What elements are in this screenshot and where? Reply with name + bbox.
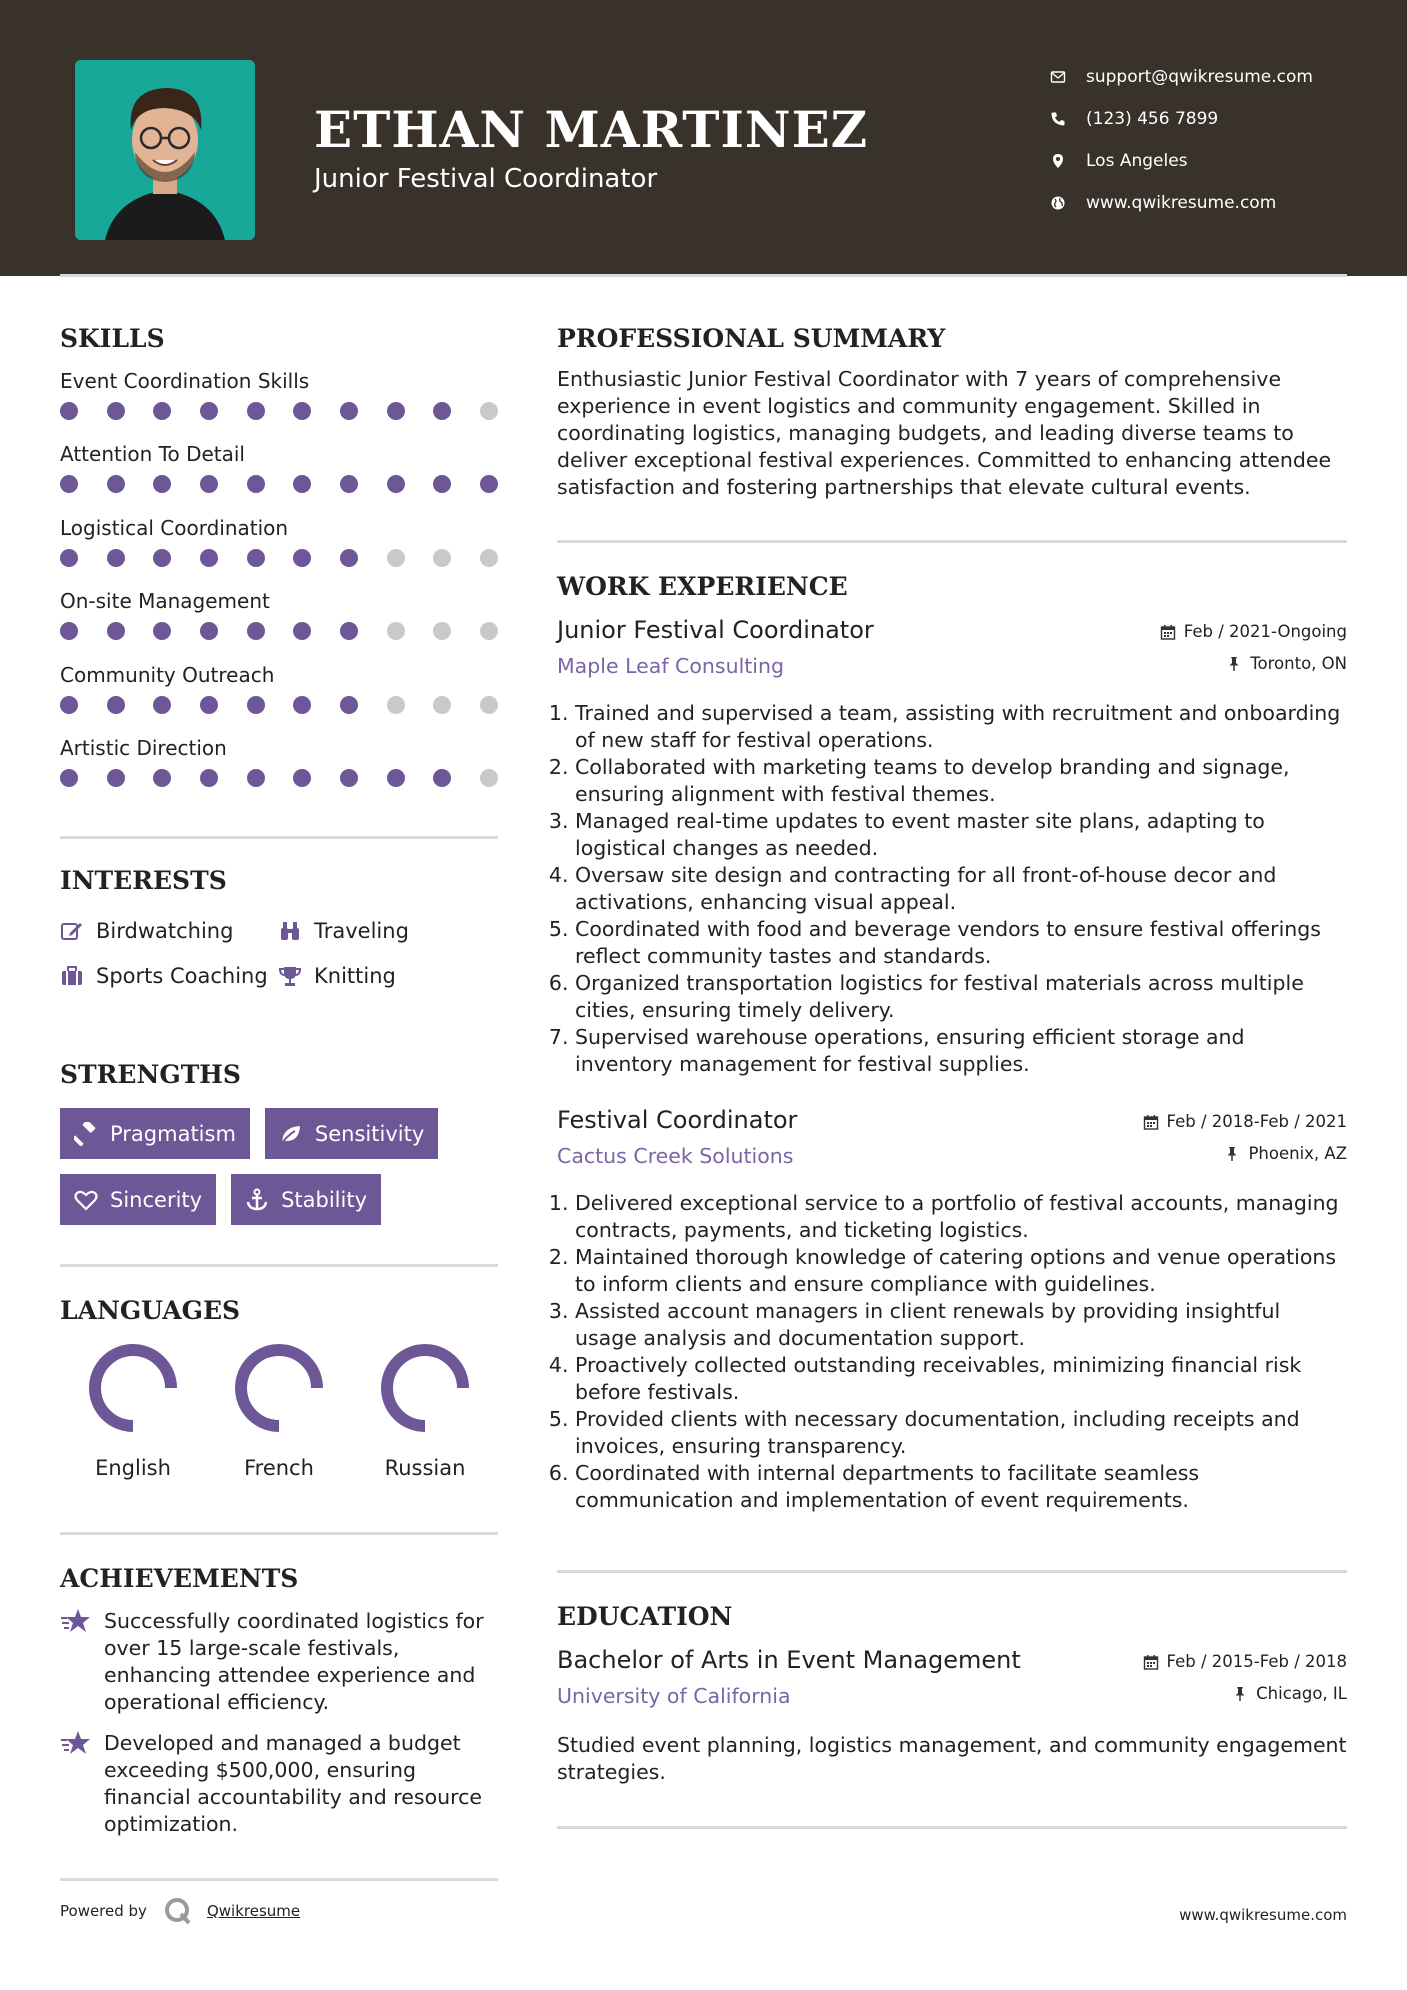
interests-heading: INTERESTS bbox=[60, 866, 227, 895]
pushpin-icon bbox=[1232, 1686, 1248, 1702]
interest-label: Traveling bbox=[314, 918, 409, 943]
qwikresume-logo-icon bbox=[163, 1896, 193, 1926]
achievements-list bbox=[60, 1608, 500, 1852]
rating-dot-filled bbox=[153, 769, 171, 787]
rating-dot-filled bbox=[247, 696, 265, 714]
rating-dot-filled bbox=[480, 475, 498, 493]
rating-dot-empty bbox=[480, 402, 498, 420]
interest-item bbox=[278, 964, 396, 988]
skills-divider bbox=[60, 836, 498, 839]
languages-heading: LANGUAGES bbox=[60, 1296, 241, 1325]
interest-label: Birdwatching bbox=[96, 918, 234, 943]
summary-section bbox=[557, 366, 1347, 501]
strength-label: Sincerity bbox=[110, 1187, 203, 1212]
summary-text: Enthusiastic Junior Festival Coordinator with 7 years of comprehensive experience in event logistics and community engagement. Skilled in coordinating logistics, managing budgets, and leading diverse teams to deliver exceptional festival experiences. Committed to enhancing attendee satisfaction and fostering partnerships that elevate cultural events. bbox=[557, 367, 1332, 499]
skill-name: On-site Management bbox=[60, 589, 270, 614]
achievement-text: Successfully coordinated logistics for over 15 large-scale festivals, enhancing attendee experience and operational efficiency. bbox=[104, 1609, 484, 1714]
interest-item bbox=[60, 964, 278, 988]
skill-name: Community Outreach bbox=[60, 662, 275, 687]
rating-dot-filled bbox=[60, 769, 78, 787]
rating-dot-filled bbox=[340, 402, 358, 420]
rating-dot-empty bbox=[480, 769, 498, 787]
footer-powered-by bbox=[60, 1896, 300, 1926]
job-bullet: 3. Managed real-time updates to event master site plans, adapting to logistical changes as needed. bbox=[575, 808, 1347, 862]
rating-dot-filled bbox=[107, 475, 125, 493]
job-date-text: Feb / 2021-Ongoing bbox=[1183, 622, 1347, 641]
job-bullet: 5. Coordinated with food and beverage vendors to ensure festival offerings reflect community tastes and standards. bbox=[575, 916, 1347, 970]
powered-by-text: Powered by bbox=[60, 1902, 147, 1920]
job-location-text: Toronto, ON bbox=[1250, 654, 1347, 673]
rating-dot-filled bbox=[153, 622, 171, 640]
job-bullet: 1. Trained and supervised a team, assisting with recruitment and onboarding of new staff for festival operations. bbox=[575, 700, 1347, 754]
skill-name: Attention To Detail bbox=[60, 442, 245, 467]
strength-tag bbox=[231, 1174, 381, 1225]
language-ring bbox=[85, 1340, 181, 1436]
rating-dot-filled bbox=[247, 402, 265, 420]
rating-dot-empty bbox=[433, 622, 451, 640]
job-bullet: 1. Delivered exceptional service to a portfolio of festival accounts, managing contracts, payments, and ticketing logistics. bbox=[575, 1190, 1347, 1244]
job-company: Maple Leaf Consulting bbox=[557, 654, 785, 678]
job-title: Junior Festival Coordinator bbox=[557, 616, 874, 644]
rating-dot-empty bbox=[433, 696, 451, 714]
star-icon bbox=[60, 1606, 92, 1638]
rating-dot-filled bbox=[340, 622, 358, 640]
achievements-divider bbox=[60, 1878, 498, 1881]
language-item bbox=[206, 1340, 352, 1480]
rating-dot-filled bbox=[293, 549, 311, 567]
job-entry bbox=[557, 1106, 1347, 1514]
contact-email-text: support@qwikresume.com bbox=[1086, 67, 1313, 87]
skills-list bbox=[60, 366, 500, 806]
profile-photo bbox=[75, 60, 255, 240]
job-date bbox=[1143, 1112, 1347, 1131]
job-date bbox=[1160, 622, 1347, 641]
rating-dot-filled bbox=[200, 769, 218, 787]
pencil-square-icon bbox=[60, 919, 84, 943]
rating-dot-filled bbox=[247, 475, 265, 493]
job-bullet: 2. Maintained thorough knowledge of catering options and venue operations to inform clients and ensure compliance with guidelines. bbox=[575, 1244, 1347, 1298]
job-location bbox=[1224, 1144, 1347, 1163]
skill-rating bbox=[60, 769, 498, 787]
skill-item bbox=[60, 439, 500, 512]
calendar-icon bbox=[1143, 1114, 1159, 1130]
job-date-text: Feb / 2018-Feb / 2021 bbox=[1166, 1112, 1347, 1131]
job-bullet: 6. Organized transportation logistics for festival materials across multiple cities, ensuring timely delivery. bbox=[575, 970, 1347, 1024]
skill-item bbox=[60, 733, 500, 806]
education-divider bbox=[557, 1826, 1347, 1829]
calendar-icon bbox=[1160, 624, 1176, 640]
rating-dot-filled bbox=[247, 549, 265, 567]
achievement-item bbox=[60, 1730, 500, 1838]
rating-dot-filled bbox=[387, 769, 405, 787]
rating-dot-filled bbox=[340, 475, 358, 493]
rating-dot-filled bbox=[293, 696, 311, 714]
job-title: Festival Coordinator bbox=[557, 1106, 798, 1134]
job-location bbox=[1226, 654, 1347, 673]
contact-location bbox=[1050, 140, 1313, 182]
skill-item bbox=[60, 366, 500, 439]
candidate-role: Junior Festival Coordinator bbox=[314, 164, 658, 194]
rating-dot-filled bbox=[433, 475, 451, 493]
skill-name: Event Coordination Skills bbox=[60, 369, 310, 393]
rating-dot-empty bbox=[387, 549, 405, 567]
language-proficiency-arc bbox=[95, 1350, 171, 1426]
job-bullet: 5. Provided clients with necessary documentation, including receipts and invoices, ensuring transparency. bbox=[575, 1406, 1347, 1460]
rating-dot-empty bbox=[387, 622, 405, 640]
job-company: Cactus Creek Solutions bbox=[557, 1144, 794, 1168]
rating-dot-filled bbox=[153, 549, 171, 567]
education-entry bbox=[557, 1646, 1347, 1786]
language-proficiency-arc bbox=[387, 1350, 463, 1426]
rating-dot-filled bbox=[247, 769, 265, 787]
job-bullet: 6. Coordinated with internal departments to facilitate seamless communication and implementation of event requirements. bbox=[575, 1460, 1347, 1514]
job-bullet: 4. Proactively collected outstanding receivables, minimizing financial risk before festivals. bbox=[575, 1352, 1347, 1406]
rating-dot-empty bbox=[480, 696, 498, 714]
gavel-icon bbox=[74, 1122, 98, 1146]
strength-label: Pragmatism bbox=[110, 1121, 236, 1146]
school-name: University of California bbox=[557, 1684, 791, 1708]
rating-dot-filled bbox=[107, 549, 125, 567]
experience-heading: WORK EXPERIENCE bbox=[557, 572, 848, 601]
language-item bbox=[352, 1340, 498, 1480]
rating-dot-filled bbox=[107, 769, 125, 787]
summary-heading: PROFESSIONAL SUMMARY bbox=[557, 324, 946, 353]
job-bullets bbox=[557, 700, 1347, 1078]
rating-dot-filled bbox=[153, 696, 171, 714]
rating-dot-filled bbox=[107, 402, 125, 420]
rating-dot-empty bbox=[387, 696, 405, 714]
rating-dot-filled bbox=[247, 622, 265, 640]
binoculars-icon bbox=[278, 919, 302, 943]
header-divider bbox=[60, 274, 1347, 277]
interest-item bbox=[60, 919, 278, 943]
language-name: English bbox=[95, 1456, 171, 1480]
trophy-icon bbox=[278, 964, 302, 988]
envelope-icon bbox=[1050, 69, 1066, 85]
rating-dot-filled bbox=[387, 402, 405, 420]
rating-dot-filled bbox=[433, 402, 451, 420]
interest-label: Knitting bbox=[314, 963, 396, 988]
calendar-icon bbox=[1143, 1654, 1159, 1670]
achievements-heading: ACHIEVEMENTS bbox=[60, 1564, 299, 1593]
heart-icon bbox=[74, 1188, 98, 1212]
rating-dot-filled bbox=[293, 475, 311, 493]
rating-dot-filled bbox=[200, 549, 218, 567]
rating-dot-filled bbox=[340, 696, 358, 714]
contact-list bbox=[1050, 56, 1313, 224]
qwikresume-link[interactable]: Qwikresume bbox=[206, 1902, 301, 1920]
languages-list bbox=[60, 1340, 498, 1480]
rating-dot-filled bbox=[200, 402, 218, 420]
education-date bbox=[1143, 1652, 1347, 1671]
education-heading: EDUCATION bbox=[557, 1602, 733, 1631]
strengths-list bbox=[60, 1108, 520, 1240]
rating-dot-filled bbox=[200, 696, 218, 714]
rating-dot-filled bbox=[200, 622, 218, 640]
contact-phone-text: (123) 456 7899 bbox=[1086, 109, 1219, 129]
rating-dot-filled bbox=[387, 475, 405, 493]
rating-dot-filled bbox=[153, 475, 171, 493]
globe-icon bbox=[1050, 195, 1066, 211]
skill-rating bbox=[60, 622, 498, 640]
job-entry bbox=[557, 616, 1347, 1078]
education-location bbox=[1232, 1684, 1347, 1703]
footer-website[interactable]: www.qwikresume.com bbox=[1179, 1906, 1347, 1924]
rating-dot-filled bbox=[293, 622, 311, 640]
language-ring bbox=[377, 1340, 473, 1436]
skill-rating bbox=[60, 475, 498, 493]
rating-dot-empty bbox=[480, 549, 498, 567]
anchor-icon bbox=[245, 1188, 269, 1212]
interest-label: Sports Coaching bbox=[96, 963, 268, 988]
rating-dot-filled bbox=[153, 402, 171, 420]
summary-divider bbox=[557, 540, 1347, 543]
skill-name: Artistic Direction bbox=[60, 735, 227, 760]
rating-dot-filled bbox=[107, 696, 125, 714]
rating-dot-filled bbox=[340, 549, 358, 567]
contact-website[interactable] bbox=[1050, 182, 1313, 224]
skill-name: Logistical Coordination bbox=[60, 515, 289, 540]
rating-dot-filled bbox=[60, 402, 78, 420]
skill-item bbox=[60, 586, 500, 659]
star-icon bbox=[60, 1728, 92, 1760]
skill-rating bbox=[60, 549, 498, 567]
rating-dot-filled bbox=[200, 475, 218, 493]
achievement-text: Developed and managed a budget exceeding $500,000, ensuring financial accountability and resource optimization. bbox=[104, 1731, 482, 1836]
pushpin-icon bbox=[1226, 656, 1242, 672]
contact-website-text: www.qwikresume.com bbox=[1086, 193, 1277, 213]
skill-rating bbox=[60, 402, 498, 420]
experience-divider bbox=[557, 1570, 1347, 1573]
strength-label: Stability bbox=[281, 1187, 368, 1212]
rating-dot-empty bbox=[480, 622, 498, 640]
strength-tag bbox=[60, 1108, 250, 1159]
job-bullet: 3. Assisted account managers in client renewals by providing insightful usage analysis and documentation support. bbox=[575, 1298, 1347, 1352]
languages-divider bbox=[60, 1532, 498, 1535]
interest-item bbox=[278, 919, 409, 943]
interests-list bbox=[60, 908, 500, 998]
rating-dot-filled bbox=[60, 475, 78, 493]
job-bullet: 2. Collaborated with marketing teams to develop branding and signage, ensuring alignment with festival themes. bbox=[575, 754, 1347, 808]
rating-dot-filled bbox=[293, 769, 311, 787]
education-location-text: Chicago, IL bbox=[1256, 1684, 1347, 1703]
language-ring bbox=[231, 1340, 327, 1436]
language-name: French bbox=[244, 1456, 314, 1480]
rating-dot-empty bbox=[433, 549, 451, 567]
contact-email[interactable] bbox=[1050, 56, 1313, 98]
candidate-name: ETHAN MARTINEZ bbox=[314, 100, 869, 159]
language-name: Russian bbox=[384, 1456, 466, 1480]
suitcase-icon bbox=[60, 964, 84, 988]
skills-heading: SKILLS bbox=[60, 324, 165, 353]
job-location-text: Phoenix, AZ bbox=[1248, 1144, 1347, 1163]
rating-dot-filled bbox=[433, 769, 451, 787]
contact-location-text: Los Angeles bbox=[1086, 151, 1188, 171]
achievement-item bbox=[60, 1608, 500, 1716]
education-description: Studied event planning, logistics management, and community engagement strategies. bbox=[557, 1733, 1347, 1784]
job-bullet: 7. Supervised warehouse operations, ensuring efficient storage and inventory management for festival supplies. bbox=[575, 1024, 1347, 1078]
skill-item bbox=[60, 660, 500, 733]
rating-dot-filled bbox=[60, 622, 78, 640]
strengths-heading: STRENGTHS bbox=[60, 1060, 241, 1089]
rating-dot-filled bbox=[293, 402, 311, 420]
language-proficiency-arc bbox=[241, 1350, 317, 1426]
strength-tag bbox=[265, 1108, 438, 1159]
language-item bbox=[60, 1340, 206, 1480]
job-bullet: 4. Oversaw site design and contracting for all front-of-house decor and activations, enhancing visual appeal. bbox=[575, 862, 1347, 916]
skill-item bbox=[60, 513, 500, 586]
skill-rating bbox=[60, 696, 498, 714]
map-pin-icon bbox=[1050, 153, 1066, 169]
job-bullets bbox=[557, 1190, 1347, 1514]
pushpin-icon bbox=[1224, 1146, 1240, 1162]
degree-title: Bachelor of Arts in Event Management bbox=[557, 1646, 1021, 1674]
education-date-text: Feb / 2015-Feb / 2018 bbox=[1166, 1652, 1347, 1671]
avatar-illustration bbox=[75, 60, 255, 240]
rating-dot-filled bbox=[60, 549, 78, 567]
rating-dot-filled bbox=[340, 769, 358, 787]
header-banner bbox=[0, 0, 1407, 276]
contact-phone[interactable] bbox=[1050, 98, 1313, 140]
strength-label: Sensitivity bbox=[314, 1121, 425, 1146]
leaf-icon bbox=[279, 1122, 303, 1146]
rating-dot-filled bbox=[107, 622, 125, 640]
phone-icon bbox=[1050, 111, 1066, 127]
rating-dot-filled bbox=[60, 696, 78, 714]
strengths-divider bbox=[60, 1264, 498, 1267]
strength-tag bbox=[60, 1174, 216, 1225]
